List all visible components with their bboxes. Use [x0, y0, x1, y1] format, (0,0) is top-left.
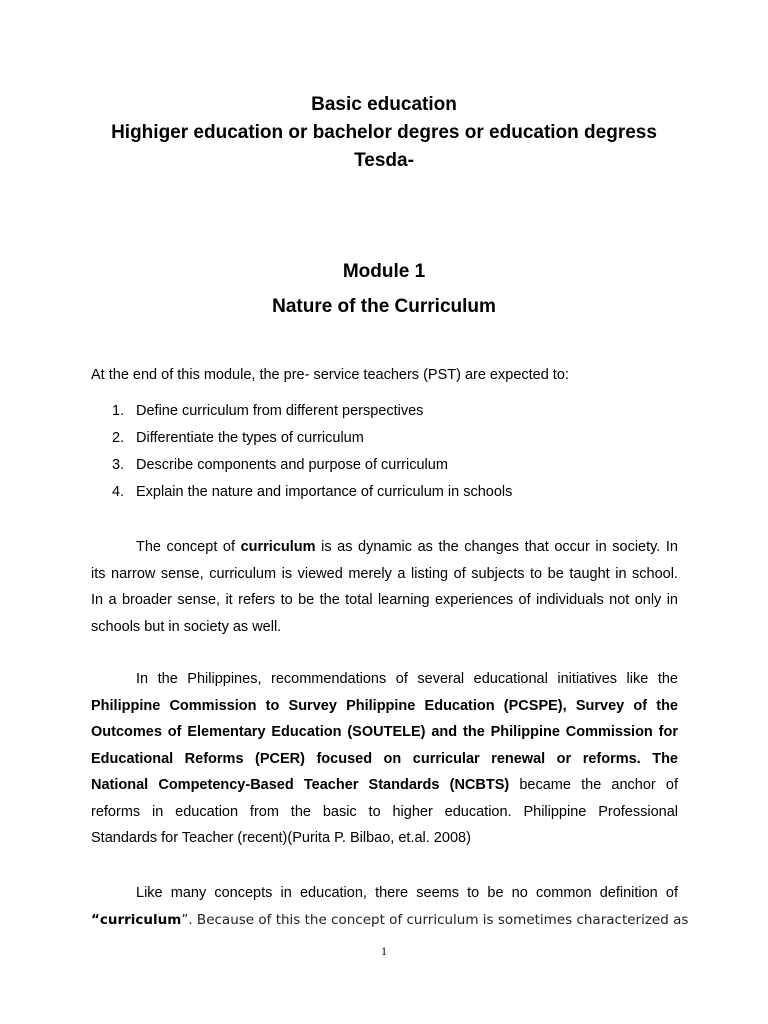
- objective-item: 1. Define curriculum from different perspectives: [112, 403, 424, 419]
- module-title: Nature of the Curriculum: [272, 296, 496, 317]
- header-line-tesda: Tesda-: [354, 150, 414, 171]
- page-number: 1: [381, 944, 387, 958]
- paragraph-curriculum-concept: The concept of curriculum is as dynamic as the changes that occur in society. In its narrow sense, curriculum is viewed merely a listing of subjects to be taught in school. In a broader sense, it refers to be the total learning experiences of individuals not only in schools but in society as well.: [91, 539, 678, 635]
- term-curriculum-quoted: “curriculum: [91, 911, 182, 928]
- module-number: Module 1: [342, 261, 426, 282]
- paragraph-curriculum-definition: Like many concepts in education, there seems to be no common definition of “curriculum”. Because of this the concept of curriculum is sometimes characterized as: [91, 885, 689, 928]
- objective-item: 3. Describe components and purpose of curriculum: [112, 457, 448, 473]
- objective-item: 4. Explain the nature and importance of curriculum in schools: [112, 484, 513, 500]
- header-line-basic-education: Basic education: [311, 94, 457, 115]
- term-curriculum: curriculum: [240, 539, 316, 555]
- objectives-intro: At the end of this module, the pre- service teachers (PST) are expected to:: [91, 367, 569, 383]
- document-header: [0, 91, 768, 175]
- paragraph-philippines-initiatives: In the Philippines, recommendations of several educational initiatives like the Philippine Commission to Survey Philippine Education (PCSPE), Survey of the Outcomes of Elementary Education (SOUTELE) and the Philippine Commission for Educational Reforms (PCER) focused on curricular renewal or reforms. The National Competency-Based Teacher Standards (NCBTS) became the anchor of reforms in education from the basic to higher education. Philippine Professional Standards for Teacher (recent)(Purita P. Bilbao, et.al. 2008): [91, 671, 678, 846]
- objectives-list: [112, 401, 512, 509]
- objective-item: 2. Differentiate the types of curriculum: [112, 430, 364, 446]
- header-line-higher-education: Highiger education or bachelor degres or education degress: [111, 122, 657, 143]
